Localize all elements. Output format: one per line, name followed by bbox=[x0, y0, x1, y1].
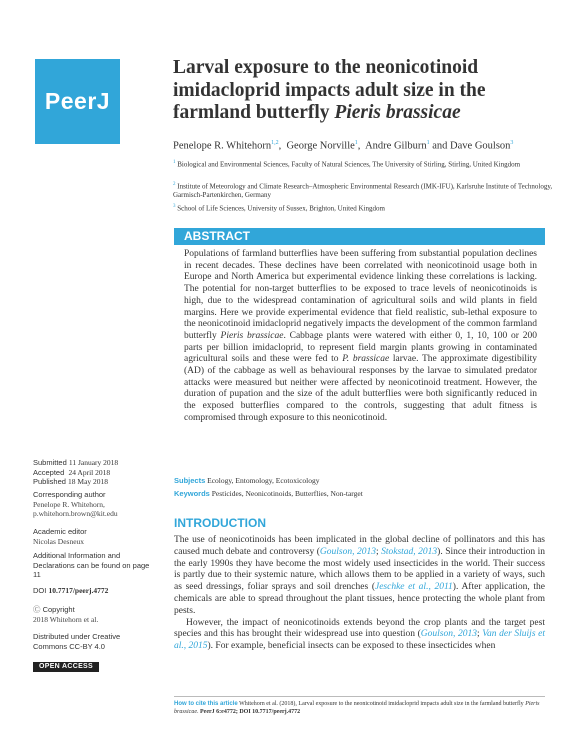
citation-footer: How to cite this article Whitehorn et al. (2018), Larval exposure to the neonicotinoid imidacloprid impacts adult size in the farmland butterfly Pieris brassicae. PeerJ 6:e4772; DOI 10.7717/peerj.4772 bbox=[174, 701, 540, 715]
abstract-heading: ABSTRACT bbox=[174, 228, 545, 245]
doi: DOI 10.7717/peerj.4772 bbox=[33, 586, 109, 595]
peerj-logo: PeerJ bbox=[35, 59, 120, 144]
additional-info: Additional Information and Declarations can be found on page 11 bbox=[33, 551, 150, 579]
author-name: Penelope R. Whitehorn bbox=[173, 140, 272, 152]
affiliation: $^2$ Institute of Meteorology and Climate Research–Atmospheric Environmental Research (IMK-IFU), Karlsruhe Institute of Technology, Garmisch-Partenkirchen, Germany bbox=[173, 182, 553, 200]
affiliation: $^3$ School of Life Sciences, University of Sussex, Brighton, United Kingdom bbox=[173, 204, 385, 213]
copyright-icon: Ⓒ bbox=[33, 605, 41, 614]
keywords: Keywords Pesticides, Neonicotinoids, Butterflies, Non-target bbox=[174, 489, 363, 498]
author-name: Andre Gilburn bbox=[365, 140, 427, 152]
copyright: Ⓒ Copyright 2018 Whitehorn et al. bbox=[33, 605, 99, 624]
author-list: Penelope R. Whitehorn$^{1,2}$, George Norville$^1$, Andre Gilburn$^1$ and Dave Goulson$^3$ bbox=[173, 140, 514, 152]
citation-link[interactable]: Goulson, 2013 bbox=[420, 629, 477, 640]
affiliation: $^1$ Biological and Environmental Sciences, Faculty of Natural Sciences, The University of Stirling, Stirling, United Kingdom bbox=[173, 160, 521, 169]
license: Distributed under Creative Commons CC-BY 4.0 bbox=[33, 632, 121, 651]
subjects: Subjects Ecology, Entomology, Ecotoxicology bbox=[174, 476, 320, 485]
citation-link[interactable]: Jeschke et al., 2011 bbox=[374, 582, 453, 593]
article-dates: Submitted 11 January 2018 Accepted 24 April 2018 Published 18 May 2018 bbox=[33, 458, 119, 486]
author-name: George Norville bbox=[286, 140, 355, 152]
author-email: p.whitehorn.brown@kit.edu bbox=[33, 509, 118, 518]
citation-link[interactable]: Stokstad, 2013 bbox=[381, 546, 438, 557]
author-name: Dave Goulson bbox=[450, 140, 511, 152]
academic-editor: Academic editor Nicolas Desneux bbox=[33, 527, 87, 546]
citation-link[interactable]: Van der Sluijs et al., 2015 bbox=[174, 629, 546, 652]
citation-link[interactable]: Goulson, 2013 bbox=[319, 546, 376, 557]
article-title: Larval exposure to the neonicotinoid imidacloprid impacts adult size in the farmland butterfly Pieris brassicae bbox=[173, 57, 486, 123]
introduction-text: The use of neonicotinoids has been implicated in the global decline of pollinators and this has caused much debate and controversy (Goulson, 2013; Stokstad, 2013). Since their introduction in the early 1990s they have become the most widely used insecticides in the world. Their success is partly due to their systemic nature, which allows them to be applied in a variety of ways, such as seed dressings, foliar sprays and soil drenches (Jeschke et al., 2011). After application, the chemicals are able to spread throughout the plant tissues, hence protecting the whole plant from pests. However, the impact of neonicotinoids extends beyond the crop plants and the target pest species and this has brought their widespread use into question (Goulson, 2013; Van der Sluijs et al., 2015). For example, beneficial insects can be exposed to these insecticides when bbox=[174, 535, 546, 652]
corresponding-author: Corresponding author Penelope R. Whitehorn, p.whitehorn.brown@kit.edu bbox=[33, 490, 153, 519]
title-species: Pieris brassicae bbox=[334, 102, 461, 123]
abstract-text: Populations of farmland butterflies have been suffering from substantial population declines in recent decades. These declines have been correlated with neonicotinoid usage both in Europe and North America but experimental evidence linking these correlations is lacking. The potential for non-target butterflies to be exposed to trace levels of neonicotinoids is high, due to the widespread contamination of agricultural soils and wild plants in field margins. Here we provide experimental evidence that field realistic, sub-lethal exposure to the neonicotinoid imidacloprid negatively impacts the development of the common farmland butterfly Pieris brassicae. Cabbage plants were watered with either 0, 1, 10, 100 or 200 parts per billion imidacloprid, to represent field margin plants growing in contaminated agricultural soils and these were fed to P. brassicae larvae. The approximate digestibility (AD) of the cabbage as well as behavioural responses by the larvae to simulated predator attacks were measured but neither were affected by neonicotinoid treatment. However, the duration of pupation and the size of the adult butterflies were both significantly reduced in the exposed butterflies compared to the controls, suggesting that adult fitness is compromised through exposure to this neonicotinoid. bbox=[184, 249, 538, 423]
open-access-badge: OPEN ACCESS bbox=[33, 662, 99, 672]
introduction-heading: INTRODUCTION bbox=[174, 516, 266, 530]
footer-divider bbox=[174, 696, 545, 697]
